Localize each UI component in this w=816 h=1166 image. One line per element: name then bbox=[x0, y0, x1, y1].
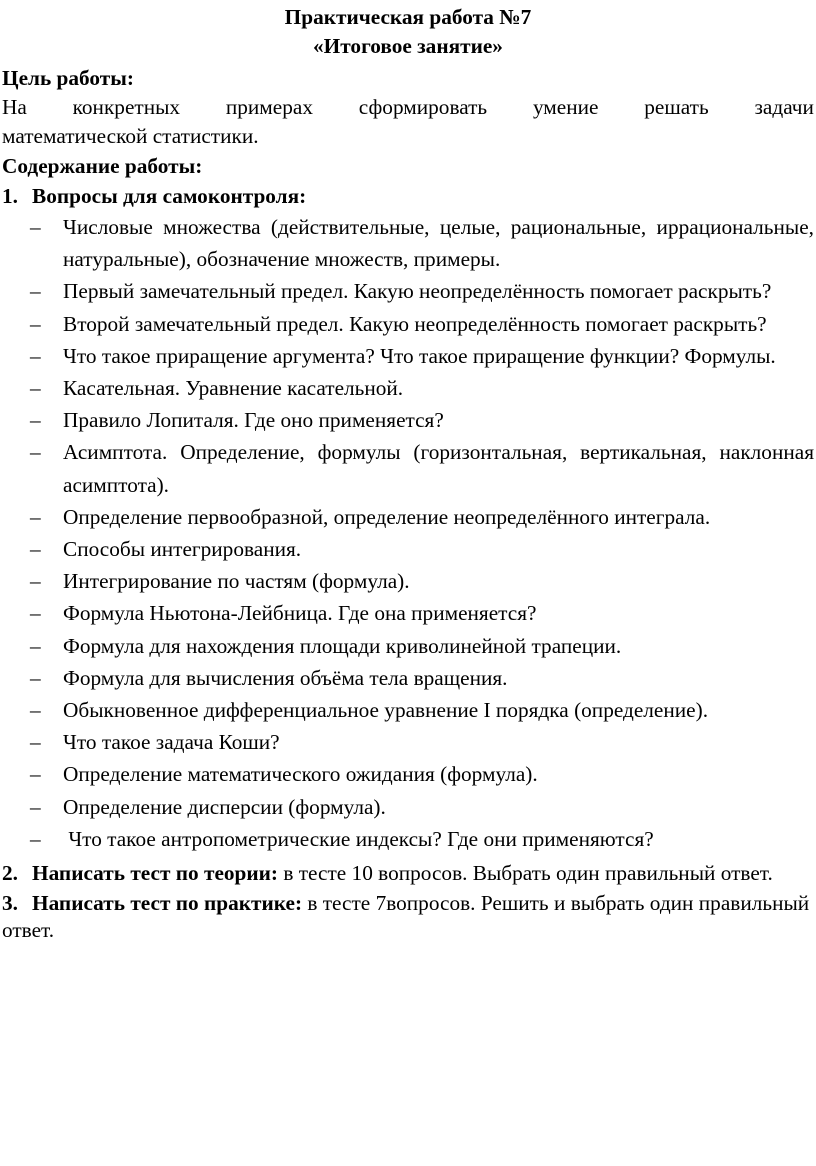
question-item bbox=[2, 694, 814, 726]
dash-bullet: – bbox=[30, 665, 41, 690]
question-text: Асимптота. Определение, формулы (горизонтальная, вертикальная, наклонная асимптота). bbox=[63, 440, 814, 497]
dash-bullet: – bbox=[30, 569, 41, 594]
question-item bbox=[2, 823, 814, 855]
dash-bullet: – bbox=[30, 730, 41, 755]
dash-bullet: – bbox=[30, 311, 41, 336]
question-text: Касательная. Уравнение касательной. bbox=[63, 376, 404, 401]
page-title bbox=[2, 0, 814, 61]
dash-bullet: – bbox=[30, 504, 41, 529]
question-text: Обыкновенное дифференциальное уравнение I порядка (определение). bbox=[63, 698, 709, 723]
question-item bbox=[2, 211, 814, 275]
question-text: Определение математического ожидания (формула). bbox=[63, 762, 538, 787]
document-page bbox=[2, 0, 814, 945]
section-1-number: 1. bbox=[2, 184, 18, 208]
dash-bullet: – bbox=[30, 762, 41, 787]
question-item bbox=[2, 372, 814, 404]
dash-bullet: – bbox=[30, 215, 41, 239]
goal-word: решать bbox=[644, 95, 709, 119]
self-control-questions-list bbox=[2, 211, 814, 855]
goal-word: На bbox=[2, 95, 27, 119]
question-text: Что такое задача Коши? bbox=[63, 730, 280, 755]
question-text: Правило Лопиталя. Где оно применяется? bbox=[63, 408, 444, 433]
question-item bbox=[2, 275, 814, 307]
dash-bullet: – bbox=[30, 279, 41, 304]
dash-bullet: – bbox=[30, 826, 41, 851]
section-2 bbox=[2, 860, 814, 888]
question-item bbox=[2, 630, 814, 662]
goal-word: сформировать bbox=[358, 95, 488, 119]
question-item bbox=[2, 662, 814, 694]
dash-bullet: – bbox=[30, 633, 41, 658]
section-2-heading: Написать тест по теории: bbox=[32, 861, 279, 886]
dash-bullet: – bbox=[30, 440, 41, 465]
question-text: Что такое приращение аргумента? Что такое приращение функции? Формулы. bbox=[63, 343, 776, 368]
question-text: Формула для нахождения площади криволинейной трапеции. bbox=[63, 633, 622, 658]
question-text: Первый замечательный предел. Какую неопределённость помогает раскрыть? bbox=[63, 279, 772, 304]
question-item bbox=[2, 565, 814, 597]
section-3-number: 3. bbox=[2, 890, 18, 915]
goal-line-2: математической статистики. bbox=[2, 124, 259, 148]
question-text: Способы интегрирования. bbox=[63, 537, 302, 562]
question-text: Формула для вычисления объёма тела вращения. bbox=[63, 665, 508, 690]
section-2-number: 2. bbox=[2, 861, 18, 886]
title-line-2: «Итоговое занятие» bbox=[313, 34, 503, 58]
section-3-heading: Написать тест по практике: bbox=[32, 890, 303, 915]
dash-bullet: – bbox=[30, 601, 41, 626]
question-text: Интегрирование по частям (формула). bbox=[63, 569, 410, 594]
section-3-text: в тесте 7вопросов. Решить и выбрать один правильный ответ. bbox=[2, 890, 810, 943]
dash-bullet: – bbox=[30, 698, 41, 723]
question-text: Определение первообразной, определение неопределённого интеграла. bbox=[63, 504, 711, 529]
question-item bbox=[2, 501, 814, 533]
goal-word: задачи bbox=[754, 95, 814, 119]
dash-bullet: – bbox=[30, 537, 41, 562]
dash-bullet: – bbox=[30, 794, 41, 819]
question-item bbox=[2, 758, 814, 790]
content-heading: Содержание работы: bbox=[2, 154, 203, 178]
question-text: Что такое антропометрические индексы? Где они применяются? bbox=[63, 826, 654, 851]
question-item bbox=[2, 791, 814, 823]
dash-bullet: – bbox=[30, 376, 41, 401]
question-item bbox=[2, 404, 814, 436]
question-text: Определение дисперсии (формула). bbox=[63, 794, 386, 819]
section-2-text: в тесте 10 вопросов. Выбрать один правильный ответ. bbox=[278, 861, 773, 886]
question-item bbox=[2, 533, 814, 565]
question-item bbox=[2, 436, 814, 500]
question-item bbox=[2, 308, 814, 340]
question-text: Числовые множества (действительные, целые, рациональные, иррациональные, натуральные), обозначение множеств, примеры. bbox=[63, 215, 814, 272]
goal-paragraph bbox=[2, 93, 814, 151]
goal-word: конкретных bbox=[72, 95, 181, 119]
question-item bbox=[2, 726, 814, 758]
goal-heading: Цель работы: bbox=[2, 66, 134, 90]
section-1-heading bbox=[2, 181, 814, 211]
section-1-title: Вопросы для самоконтроля: bbox=[32, 184, 307, 208]
goal-line-1 bbox=[2, 93, 814, 122]
question-text: Второй замечательный предел. Какую неопределённость помогает раскрыть? bbox=[63, 311, 767, 336]
section-3 bbox=[2, 890, 814, 945]
question-text: Формула Ньютона-Лейбница. Где она применяется? bbox=[63, 601, 537, 626]
question-item bbox=[2, 597, 814, 629]
dash-bullet: – bbox=[30, 343, 41, 368]
question-item bbox=[2, 340, 814, 372]
goal-word: умение bbox=[532, 95, 599, 119]
title-line-1: Практическая работа №7 bbox=[284, 5, 532, 29]
dash-bullet: – bbox=[30, 408, 41, 433]
goal-word: примерах bbox=[225, 95, 313, 119]
